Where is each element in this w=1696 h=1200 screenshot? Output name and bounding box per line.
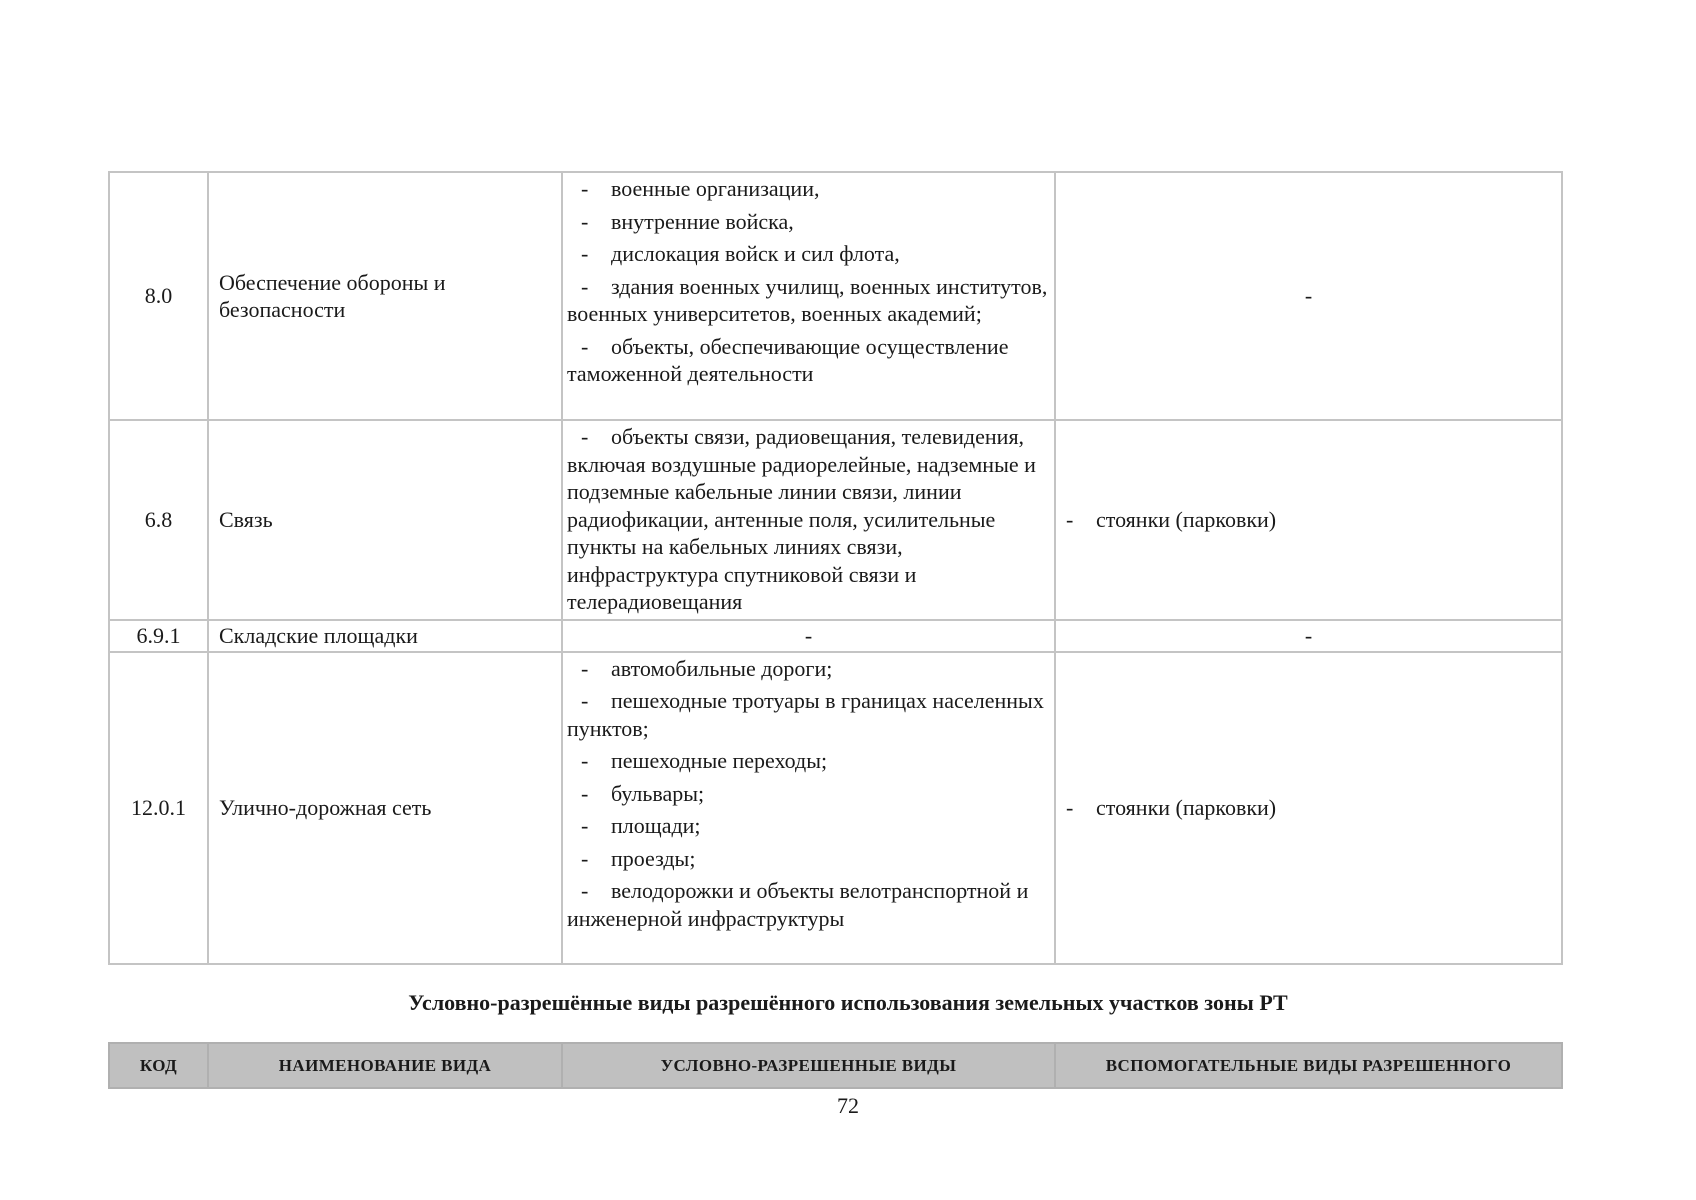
table-row bbox=[109, 172, 1562, 420]
list-item: - внутренние войска, bbox=[581, 208, 794, 234]
land-use-table bbox=[108, 171, 1563, 965]
row-name: Складские площадки bbox=[208, 620, 562, 652]
row-main-uses bbox=[562, 172, 1055, 420]
row-code: 12.0.1 bbox=[109, 652, 208, 964]
table-row bbox=[109, 652, 1562, 964]
list-item: - площади; bbox=[581, 813, 701, 838]
header-code: КОД bbox=[109, 1043, 208, 1088]
list-item: - объекты, обеспечивающие осуществление таможенной деятельности bbox=[567, 333, 1009, 386]
list-item: - автомобильные дороги; bbox=[581, 655, 833, 681]
row-code: 6.9.1 bbox=[109, 620, 208, 652]
section-heading: Условно-разрешённые виды разрешённого использования земельных участков зоны РТ bbox=[408, 990, 1288, 1015]
list-item: - дислокация войск и сил флота, bbox=[581, 241, 900, 266]
list-item: - проезды; bbox=[581, 845, 696, 871]
header-auxiliary-uses: ВСПОМОГАТЕЛЬНЫЕ ВИДЫ РАЗРЕШЕННОГО bbox=[1055, 1043, 1562, 1088]
row-code: 8.0 bbox=[109, 172, 208, 420]
conditional-uses-table-header bbox=[108, 1042, 1563, 1089]
header-name: НАИМЕНОВАНИЕ ВИДА bbox=[208, 1043, 562, 1088]
list-item: - бульвары; bbox=[581, 780, 705, 806]
list-item: - здания военных училищ, военных институтов, военных университетов, военных академий; bbox=[567, 273, 1048, 326]
row-aux-uses: - стоянки (парковки) bbox=[1055, 420, 1562, 620]
row-aux-uses: - bbox=[1055, 172, 1562, 420]
list-item: - военные организации, bbox=[581, 176, 820, 201]
row-aux-uses: - bbox=[1055, 620, 1562, 652]
list-item: - пешеходные тротуары в границах населенных пунктов; bbox=[567, 688, 1044, 741]
row-main-uses bbox=[562, 420, 1055, 620]
row-name: Обеспечение обороны и безопасности bbox=[208, 172, 562, 420]
header-conditional-uses: УСЛОВНО-РАЗРЕШЕННЫЕ ВИДЫ bbox=[562, 1043, 1055, 1088]
table-row bbox=[109, 620, 1562, 652]
row-name: Улично-дорожная сеть bbox=[208, 652, 562, 964]
row-code: 6.8 bbox=[109, 420, 208, 620]
list-item: - велодорожки и объекты велотранспортной и инженерной инфраструктуры bbox=[567, 878, 1029, 931]
table-row bbox=[109, 420, 1562, 620]
page-number: 72 bbox=[837, 1093, 859, 1118]
header-row bbox=[109, 1043, 1562, 1088]
row-main-uses: - bbox=[562, 620, 1055, 652]
row-name: Связь bbox=[208, 420, 562, 620]
list-item: - пешеходные переходы; bbox=[581, 748, 828, 773]
row-main-uses bbox=[562, 652, 1055, 964]
list-item: - объекты связи, радиовещания, телевидения, включая воздушные радиорелейные, надземные и подземные кабельные линии связи, линии радиофикации, антенные поля, усилительные пункты на кабельных линиях связи, инфраструктура спутниковой связи и телерадиовещания bbox=[567, 424, 1036, 614]
row-aux-uses: - стоянки (парковки) bbox=[1055, 652, 1562, 964]
